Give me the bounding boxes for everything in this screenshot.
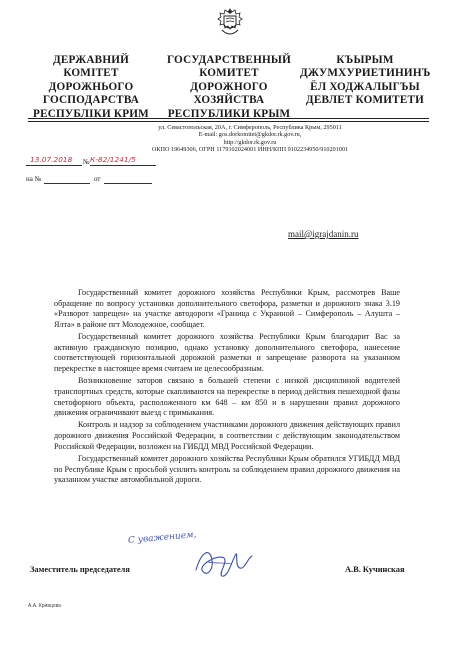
recipient-email[interactable]: mail@igrajdanin.ru <box>288 229 359 239</box>
org-name-line: ХОЗЯЙСТВА <box>193 94 265 107</box>
org-name-crimean-tatar <box>300 54 430 108</box>
org-name-line: ДОРОЖНЬОГО <box>48 80 134 93</box>
org-name-line: ЁЛ ХОДЖАЛЫГЪЫ <box>310 80 420 93</box>
body-paragraph: Возникновение заторов связано в большей степени с низкой дисциплиной водителей транспортных средств, которые скапливаются на перекрестке в период действия пешеходной фазы светофорного объекта, расположенного км 648 – км 850 и в нарушении правил дорожного движения ограничивают выезд с примыкания. <box>54 376 400 418</box>
incoming-ref-underline <box>44 183 90 184</box>
handwritten-salutation: С уважением, <box>127 530 197 546</box>
org-name-line: ДЕВЛЕТ КОМИТЕТИ <box>305 94 425 107</box>
handwritten-signature <box>188 540 258 584</box>
header-divider-thin <box>28 121 429 122</box>
body-paragraph: Государственный комитет дорожного хозяйства Республики Крым обратился УГИБДД МВД по Республике Крым с просьбой усилить контроль за соблюдением правил дорожного движения на указанном участке автомобильной дороги. <box>54 453 400 485</box>
org-name-line: РЕСПУБЛІКИ КРИМ <box>33 107 149 120</box>
coat-of-arms-icon <box>215 6 245 40</box>
body-paragraph: Государственный комитет дорожного хозяйства Республики Крым, рассмотрев Ваше обращение по вопросу установки дополнительного светофора, разметки и дорожного знака 3.19 «Разворот запрещен» на участке автодороги «Граница с Украиной – Симферополь – Алушта – Ялта» в районе пгт Молодежное, сообщает. <box>54 288 400 329</box>
org-codes: ОКПО 19649306, ОГРН 1179102024001 ИНН/КПП 9102234950/910201001 <box>151 146 349 154</box>
letter-body <box>54 288 400 487</box>
executor-name: А.А. Кривцова <box>28 603 61 609</box>
incoming-ref-date-label: от <box>94 175 101 183</box>
org-name-line: ДЕРЖАВНИЙ <box>52 54 130 66</box>
org-name-russian <box>164 54 294 121</box>
body-paragraph: Государственный комитет дорожного хозяйства Республики Крым благодарит Вас за активную гражданскую позицию, однако установку дополнительного светофора, нанесение соответствующей горизонтальной дорожной разметки и запрещение разворота на указанном перекрестке в настоящее время считаем не целесообразным. <box>54 332 400 374</box>
contact-block <box>100 124 400 154</box>
incoming-ref-prefix: на № <box>26 175 42 183</box>
org-website: http://gkdor.rk.gov.ru <box>223 138 277 146</box>
org-name-line: КОМІТЕТ <box>63 67 119 80</box>
header-divider <box>28 118 429 119</box>
handwritten-date: 13.07.2018 <box>30 155 73 164</box>
signatory-title: Заместитель председателя <box>30 565 130 574</box>
org-name-line: ГОСУДАРСТВЕННЫЙ <box>167 54 291 66</box>
org-name-line: КОМИТЕТ <box>199 67 259 80</box>
address: ул. Севастопольская, 20А, г. Симферополь, Республика Крым, 295011 <box>158 124 342 131</box>
org-name-ukrainian <box>26 54 156 121</box>
handwritten-ref-number: К-82/1241/5 <box>90 155 136 164</box>
org-name-line: ГОСПОДАРСТВА <box>42 94 140 107</box>
ref-number-underline <box>90 165 156 166</box>
org-name-line: КЪЫРЫМ <box>336 54 394 66</box>
incoming-date-underline <box>104 183 152 184</box>
org-email: E-mail: gos.dorkomitet@gkdor.rk.gov.ru, <box>198 131 302 139</box>
org-name-line: РЕСПУБЛИКИ КРЫМ <box>167 107 291 120</box>
body-paragraph: Контроль и надзор за соблюдением участниками дорожного движения действующих правил дорожного движения Российской Федерации, в соответствии с действующим законодательством Российской Федерации, возложен на ГИБДД МВД Российской Федерации. <box>54 420 400 451</box>
org-name-line: ДЖУМХУРИЕТИНИНЪ <box>300 67 431 80</box>
ref-number-prefix: № <box>83 158 90 166</box>
date-underline <box>26 165 82 166</box>
org-name-line: ДОРОЖНОГО <box>190 80 268 93</box>
signatory-name: А.В. Кучинская <box>345 565 405 574</box>
